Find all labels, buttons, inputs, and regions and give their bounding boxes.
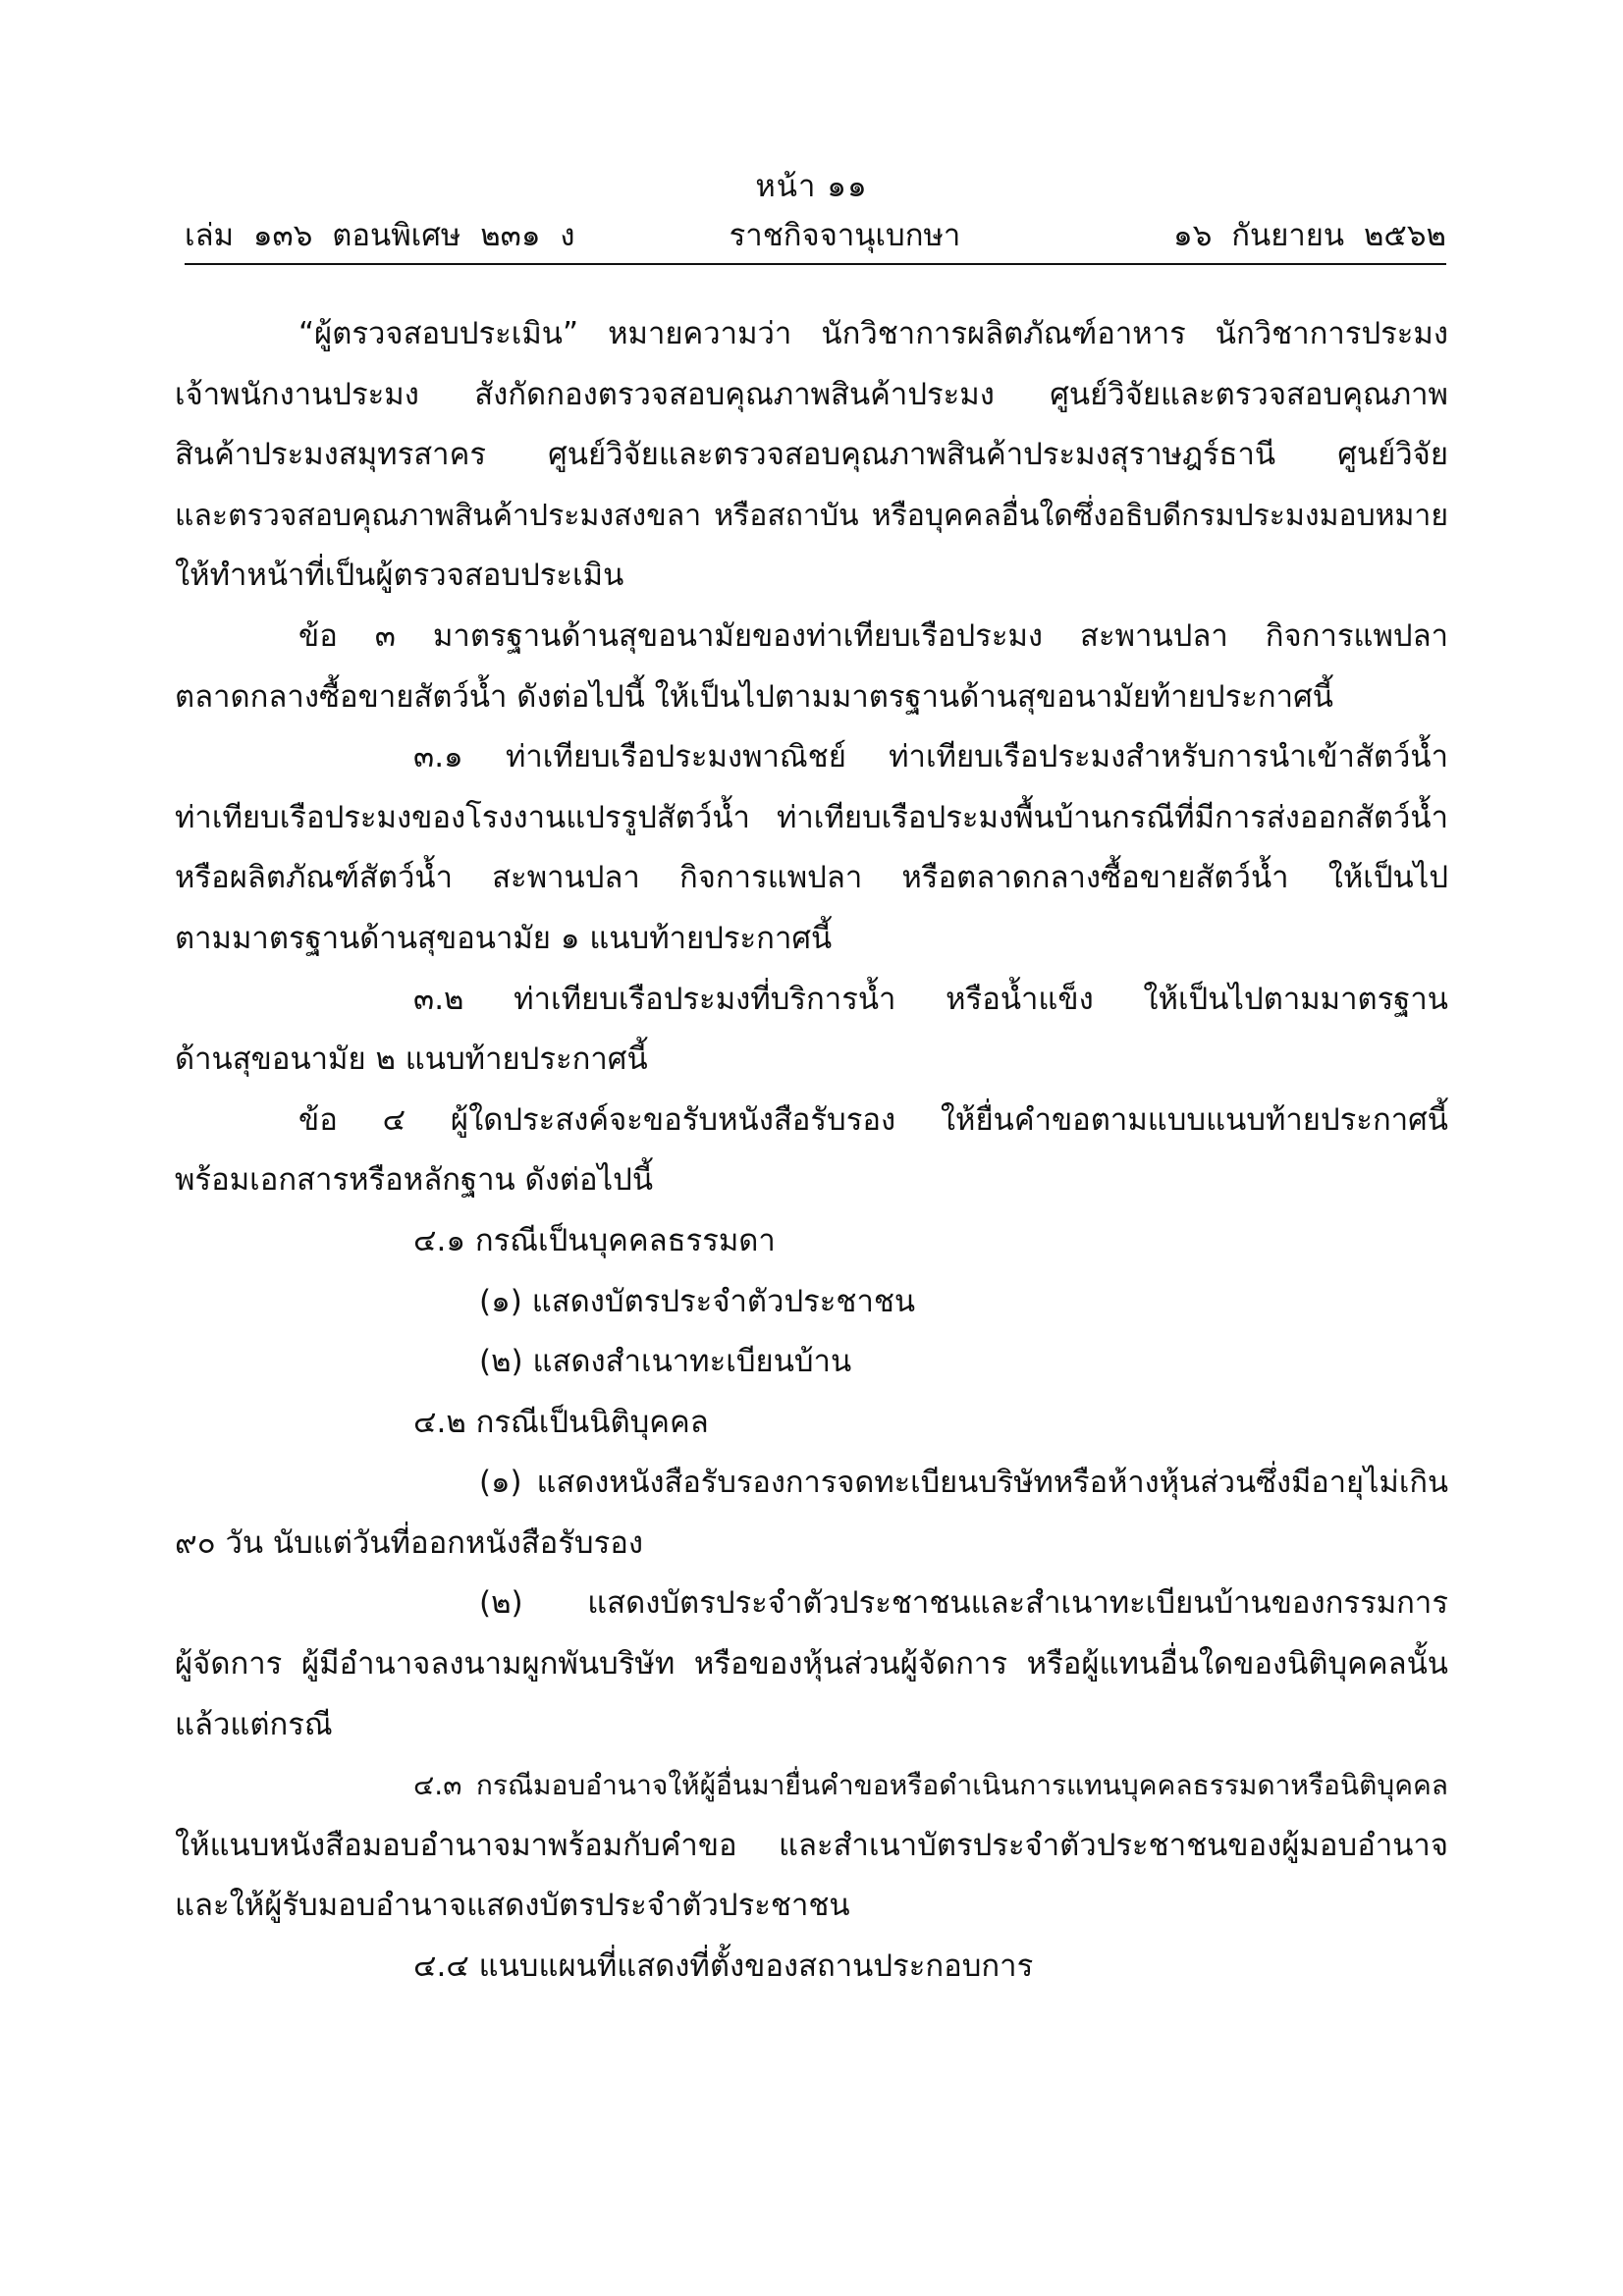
- text-line: เจ้าพนักงานประมง สังกัดกองตรวจสอบคุณภาพสินค้าประมง ศูนย์วิจัยและตรวจสอบคุณภาพ: [175, 376, 1448, 412]
- page-number: หน้า ๑๑: [755, 169, 868, 204]
- text-line: ด้านสุขอนามัย ๒ แนบท้ายประกาศนี้: [175, 1041, 648, 1078]
- text-line: และตรวจสอบคุณภาพสินค้าประมงสงขลา หรือสถาบัน หรือบุคคลอื่นใดซึ่งอธิบดีกรมประมงมอบหมาย: [175, 498, 1448, 533]
- text-line: แล้วแต่กรณี: [175, 1706, 333, 1742]
- publication-name: ราชกิจจานุเบกษา: [729, 218, 961, 253]
- text-line: ข้อ ๔ ผู้ใดประสงค์จะขอรับหนังสือรับรอง ให้ยื่นคำขอตามแบบแนบท้ายประกาศนี้: [298, 1101, 1448, 1138]
- running-header: [185, 214, 1446, 257]
- text-line: ๔.๔ แนบแผนที่แสดงที่ตั้งของสถานประกอบการ: [413, 1949, 1034, 1985]
- text-line: (๒) แสดงสำเนาทะเบียนบ้าน: [479, 1344, 852, 1380]
- text-line: “ผู้ตรวจสอบประเมิน” หมายความว่า นักวิชาการผลิตภัณฑ์อาหาร นักวิชาการประมง: [298, 316, 1448, 351]
- text-line: ๔.๒ กรณีเป็นนิติบุคคล: [413, 1404, 709, 1440]
- text-line: และให้ผู้รับมอบอำนาจแสดงบัตรประจำตัวประชาชน: [175, 1888, 850, 1924]
- volume-issue: เล่ม ๑๓๖ ตอนพิเศษ ๒๓๑ ง: [185, 218, 575, 253]
- text-line: (๑) แสดงบัตรประจำตัวประชาชน: [479, 1283, 916, 1319]
- text-line: ให้ทำหน้าที่เป็นผู้ตรวจสอบประเมิน: [175, 558, 624, 594]
- text-line: (๑) แสดงหนังสือรับรองการจดทะเบียนบริษัทหรือห้างหุ้นส่วนซึ่งมีอายุไม่เกิน: [479, 1465, 1448, 1501]
- body-text: [175, 304, 1448, 1998]
- text-line: ๔.๑ กรณีเป็นบุคคลธรรมดา: [413, 1222, 776, 1258]
- text-line: ๓.๑ ท่าเทียบเรือประมงพาณิชย์ ท่าเทียบเรือประมงสำหรับการนำเข้าสัตว์น้ำ: [413, 739, 1448, 775]
- text-line: พร้อมเอกสารหรือหลักฐาน ดังต่อไปนี้: [175, 1162, 654, 1199]
- text-line: ให้แนบหนังสือมอบอำนาจมาพร้อมกับคำขอ และสำเนาบัตรประจำตัวประชาชนของผู้มอบอำนาจ: [175, 1827, 1448, 1863]
- text-line: (๒) แสดงบัตรประจำตัวประชาชนและสำเนาทะเบียนบ้านของกรรมการ: [479, 1585, 1448, 1622]
- text-line: ๓.๒ ท่าเทียบเรือประมงที่บริการน้ำ หรือน้ำแข็ง ให้เป็นไปตามมาตรฐาน: [413, 981, 1448, 1017]
- text-line: ๙๐ วัน นับแต่วันที่ออกหนังสือรับรอง: [175, 1524, 643, 1561]
- text-line: สินค้าประมงสมุทรสาคร ศูนย์วิจัยและตรวจสอบคุณภาพสินค้าประมงสุราษฎร์ธานี ศูนย์วิจัย: [175, 437, 1448, 473]
- text-line: หรือผลิตภัณฑ์สัตว์น้ำ สะพานปลา กิจการแพปลา หรือตลาดกลางซื้อขายสัตว์น้ำ ให้เป็นไป: [175, 860, 1448, 896]
- text-line: ตลาดกลางซื้อขายสัตว์น้ำ ดังต่อไปนี้ ให้เป็นไปตามมาตรฐานด้านสุขอนามัยท้ายประกาศนี้: [175, 678, 1333, 715]
- text-line: ตามมาตรฐานด้านสุขอนามัย ๑ แนบท้ายประกาศนี้: [175, 920, 833, 956]
- text-line: ๔.๓ กรณีมอบอำนาจให้ผู้อื่นมายื่นคำขอหรือดำเนินการแทนบุคคลธรรมดาหรือนิติบุคคล: [413, 1769, 1448, 1802]
- text-line: ผู้จัดการ ผู้มีอำนาจลงนามผูกพันบริษัท หรือของหุ้นส่วนผู้จัดการ หรือผู้แทนอื่นใดของนิติบุคคลนั้น: [175, 1646, 1448, 1682]
- text-line: ท่าเทียบเรือประมงของโรงงานแปรรูปสัตว์น้ำ ท่าเทียบเรือประมงพื้นบ้านกรณีที่มีการส่งออกสัตว์น้ำ: [175, 799, 1448, 835]
- header-rule: [185, 263, 1446, 265]
- publication-date: ๑๖ กันยายน ๒๕๖๒: [1173, 218, 1446, 253]
- text-line: ข้อ ๓ มาตรฐานด้านสุขอนามัยของท่าเทียบเรือประมง สะพานปลา กิจการแพปลา: [298, 617, 1448, 654]
